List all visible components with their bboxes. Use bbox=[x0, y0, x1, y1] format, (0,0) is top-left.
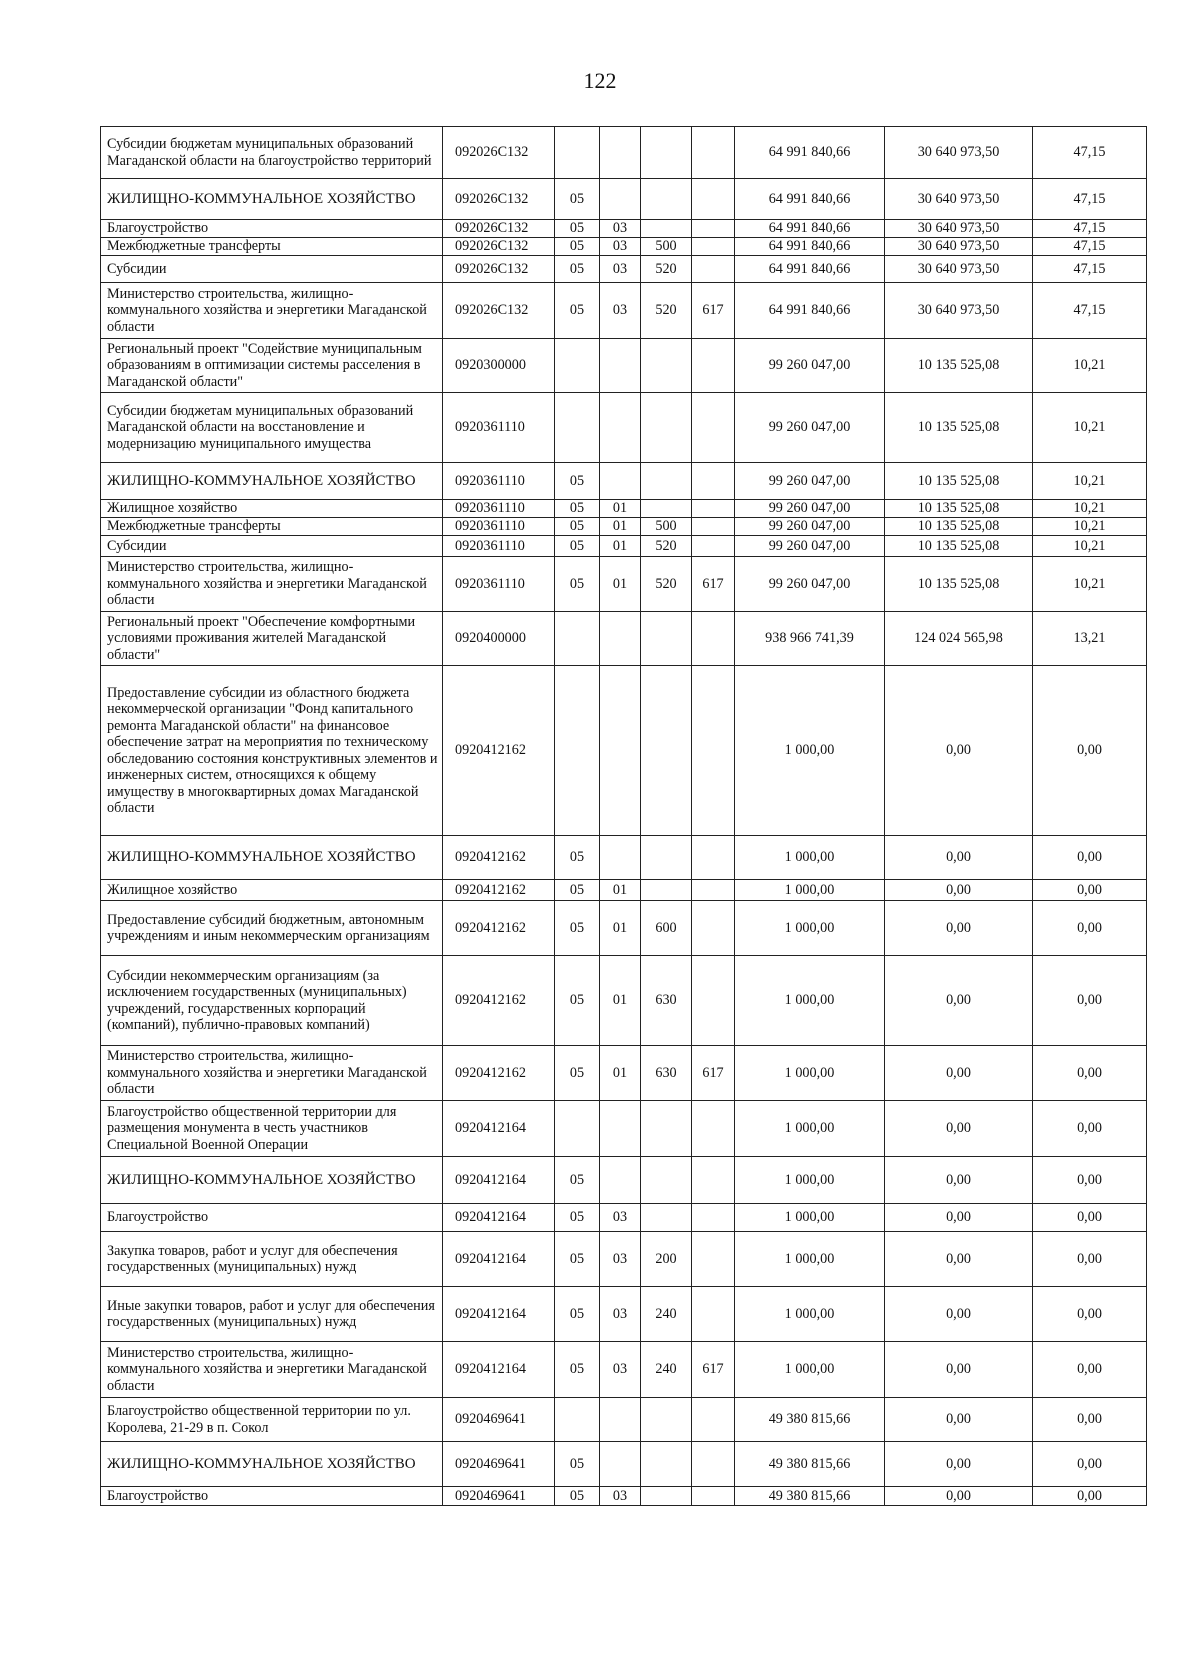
cell-code: 0920412162 bbox=[443, 901, 555, 956]
cell-percent: 0,00 bbox=[1033, 836, 1147, 880]
cell-percent: 47,15 bbox=[1033, 179, 1147, 220]
cell-subsection bbox=[600, 1101, 641, 1157]
cell-planned-amount: 64 991 840,66 bbox=[735, 256, 885, 283]
cell-subsection: 03 bbox=[600, 283, 641, 339]
cell-planned-amount: 64 991 840,66 bbox=[735, 238, 885, 256]
cell-percent: 10,21 bbox=[1033, 557, 1147, 612]
cell-section: 05 bbox=[555, 1157, 600, 1204]
cell-planned-amount: 1 000,00 bbox=[735, 666, 885, 836]
cell-section bbox=[555, 1398, 600, 1442]
cell-percent: 10,21 bbox=[1033, 339, 1147, 393]
cell-planned-amount: 1 000,00 bbox=[735, 1157, 885, 1204]
cell-name: Благоустройство bbox=[101, 1487, 443, 1506]
cell-percent: 0,00 bbox=[1033, 1487, 1147, 1506]
cell-code: 0920300000 bbox=[443, 339, 555, 393]
cell-expense-type bbox=[641, 220, 692, 238]
cell-actual-amount: 0,00 bbox=[885, 666, 1033, 836]
cell-code: 0920361110 bbox=[443, 500, 555, 518]
cell-admin-code: 617 bbox=[692, 283, 735, 339]
cell-subsection: 01 bbox=[600, 1046, 641, 1101]
cell-code: 0920361110 bbox=[443, 393, 555, 463]
table-row bbox=[101, 1398, 1147, 1442]
cell-expense-type: 600 bbox=[641, 901, 692, 956]
cell-actual-amount: 0,00 bbox=[885, 1046, 1033, 1101]
cell-planned-amount: 64 991 840,66 bbox=[735, 179, 885, 220]
cell-expense-type bbox=[641, 836, 692, 880]
table-row bbox=[101, 1342, 1147, 1398]
cell-section: 05 bbox=[555, 1287, 600, 1342]
cell-subsection: 01 bbox=[600, 557, 641, 612]
cell-code: 092026С132 bbox=[443, 220, 555, 238]
cell-code: 0920361110 bbox=[443, 536, 555, 557]
cell-percent: 47,15 bbox=[1033, 283, 1147, 339]
cell-actual-amount: 0,00 bbox=[885, 901, 1033, 956]
cell-planned-amount: 99 260 047,00 bbox=[735, 393, 885, 463]
cell-admin-code bbox=[692, 1287, 735, 1342]
cell-planned-amount: 99 260 047,00 bbox=[735, 463, 885, 500]
cell-percent: 0,00 bbox=[1033, 1232, 1147, 1287]
cell-actual-amount: 10 135 525,08 bbox=[885, 393, 1033, 463]
cell-percent: 47,15 bbox=[1033, 256, 1147, 283]
cell-name: Закупка товаров, работ и услуг для обеспечения государственных (муниципальных) нужд bbox=[101, 1232, 443, 1287]
cell-name: Министерство строительства, жилищно-коммунального хозяйства и энергетики Магаданской области bbox=[101, 1046, 443, 1101]
table-row bbox=[101, 220, 1147, 238]
cell-percent: 0,00 bbox=[1033, 901, 1147, 956]
cell-code: 092026С132 bbox=[443, 127, 555, 179]
cell-admin-code bbox=[692, 1442, 735, 1487]
cell-percent: 47,15 bbox=[1033, 238, 1147, 256]
cell-admin-code bbox=[692, 518, 735, 536]
cell-actual-amount: 10 135 525,08 bbox=[885, 500, 1033, 518]
cell-code: 092026С132 bbox=[443, 179, 555, 220]
cell-section bbox=[555, 666, 600, 836]
cell-name: Субсидии bbox=[101, 536, 443, 557]
cell-code: 092026С132 bbox=[443, 238, 555, 256]
table-row bbox=[101, 500, 1147, 518]
cell-planned-amount: 49 380 815,66 bbox=[735, 1487, 885, 1506]
cell-name: Министерство строительства, жилищно-коммунального хозяйства и энергетики Магаданской области bbox=[101, 557, 443, 612]
cell-admin-code bbox=[692, 238, 735, 256]
cell-actual-amount: 0,00 bbox=[885, 1204, 1033, 1232]
cell-name: Региональный проект "Содействие муниципальным образованиям в оптимизации системы расселения в Магаданской области" bbox=[101, 339, 443, 393]
cell-subsection: 01 bbox=[600, 880, 641, 901]
cell-planned-amount: 1 000,00 bbox=[735, 1046, 885, 1101]
cell-code: 0920412162 bbox=[443, 956, 555, 1046]
cell-expense-type: 520 bbox=[641, 557, 692, 612]
cell-code: 0920361110 bbox=[443, 463, 555, 500]
cell-section: 05 bbox=[555, 1204, 600, 1232]
cell-planned-amount: 64 991 840,66 bbox=[735, 127, 885, 179]
table-row bbox=[101, 179, 1147, 220]
cell-actual-amount: 0,00 bbox=[885, 1487, 1033, 1506]
cell-name: Субсидии bbox=[101, 256, 443, 283]
cell-expense-type bbox=[641, 666, 692, 836]
cell-subsection bbox=[600, 179, 641, 220]
cell-actual-amount: 30 640 973,50 bbox=[885, 127, 1033, 179]
cell-expense-type bbox=[641, 500, 692, 518]
cell-percent: 10,21 bbox=[1033, 536, 1147, 557]
cell-subsection bbox=[600, 1442, 641, 1487]
cell-name: Благоустройство bbox=[101, 1204, 443, 1232]
cell-actual-amount: 10 135 525,08 bbox=[885, 339, 1033, 393]
cell-subsection: 03 bbox=[600, 1342, 641, 1398]
cell-section: 05 bbox=[555, 238, 600, 256]
cell-section: 05 bbox=[555, 283, 600, 339]
cell-section: 05 bbox=[555, 463, 600, 500]
cell-name: ЖИЛИЩНО-КОММУНАЛЬНОЕ ХОЗЯЙСТВО bbox=[101, 1157, 443, 1204]
cell-actual-amount: 30 640 973,50 bbox=[885, 283, 1033, 339]
cell-planned-amount: 938 966 741,39 bbox=[735, 612, 885, 666]
cell-expense-type bbox=[641, 1204, 692, 1232]
cell-section: 05 bbox=[555, 1232, 600, 1287]
cell-expense-type bbox=[641, 179, 692, 220]
cell-name: Межбюджетные трансферты bbox=[101, 238, 443, 256]
cell-planned-amount: 1 000,00 bbox=[735, 956, 885, 1046]
table-row bbox=[101, 956, 1147, 1046]
cell-subsection: 03 bbox=[600, 1287, 641, 1342]
cell-name: ЖИЛИЩНО-КОММУНАЛЬНОЕ ХОЗЯЙСТВО bbox=[101, 836, 443, 880]
table-row bbox=[101, 238, 1147, 256]
cell-code: 0920361110 bbox=[443, 557, 555, 612]
cell-admin-code bbox=[692, 1398, 735, 1442]
cell-section: 05 bbox=[555, 880, 600, 901]
cell-admin-code bbox=[692, 1204, 735, 1232]
cell-planned-amount: 99 260 047,00 bbox=[735, 557, 885, 612]
cell-admin-code bbox=[692, 220, 735, 238]
cell-expense-type: 500 bbox=[641, 518, 692, 536]
cell-percent: 0,00 bbox=[1033, 956, 1147, 1046]
table-row bbox=[101, 1204, 1147, 1232]
cell-code: 0920412162 bbox=[443, 666, 555, 836]
cell-admin-code bbox=[692, 339, 735, 393]
cell-subsection: 01 bbox=[600, 536, 641, 557]
cell-subsection bbox=[600, 339, 641, 393]
cell-subsection: 03 bbox=[600, 1487, 641, 1506]
cell-section: 05 bbox=[555, 220, 600, 238]
cell-code: 0920412164 bbox=[443, 1232, 555, 1287]
cell-name: Субсидии некоммерческим организациям (за исключением государственных (муниципальных) учреждений, государственных корпораций (компаний), публично-правовых компаний) bbox=[101, 956, 443, 1046]
table-row bbox=[101, 901, 1147, 956]
cell-section bbox=[555, 339, 600, 393]
cell-percent: 0,00 bbox=[1033, 1342, 1147, 1398]
cell-admin-code bbox=[692, 1101, 735, 1157]
cell-admin-code bbox=[692, 256, 735, 283]
table-row bbox=[101, 127, 1147, 179]
cell-section bbox=[555, 612, 600, 666]
cell-actual-amount: 0,00 bbox=[885, 956, 1033, 1046]
cell-actual-amount: 30 640 973,50 bbox=[885, 238, 1033, 256]
cell-section: 05 bbox=[555, 901, 600, 956]
cell-section: 05 bbox=[555, 836, 600, 880]
table-row bbox=[101, 557, 1147, 612]
cell-section: 05 bbox=[555, 1046, 600, 1101]
cell-code: 0920412164 bbox=[443, 1204, 555, 1232]
cell-percent: 0,00 bbox=[1033, 666, 1147, 836]
table-row bbox=[101, 463, 1147, 500]
cell-code: 092026С132 bbox=[443, 256, 555, 283]
cell-actual-amount: 0,00 bbox=[885, 1442, 1033, 1487]
cell-actual-amount: 0,00 bbox=[885, 1398, 1033, 1442]
cell-planned-amount: 99 260 047,00 bbox=[735, 500, 885, 518]
table-row bbox=[101, 1487, 1147, 1506]
cell-percent: 0,00 bbox=[1033, 1442, 1147, 1487]
cell-planned-amount: 99 260 047,00 bbox=[735, 339, 885, 393]
cell-name: Предоставление субсидии из областного бюджета некоммерческой организации "Фонд капитального ремонта Магаданской области" на финансовое обеспечение затрат на мероприятия по техническому обследованию состояния конструктивных элементов и инженерных систем, относящихся к общему имуществу в многоквартирных домах Магаданской области bbox=[101, 666, 443, 836]
cell-code: 0920400000 bbox=[443, 612, 555, 666]
cell-planned-amount: 49 380 815,66 bbox=[735, 1442, 885, 1487]
table-row bbox=[101, 666, 1147, 836]
cell-code: 0920412164 bbox=[443, 1101, 555, 1157]
cell-admin-code bbox=[692, 901, 735, 956]
cell-admin-code bbox=[692, 393, 735, 463]
cell-admin-code: 617 bbox=[692, 1342, 735, 1398]
table-row bbox=[101, 393, 1147, 463]
table-row bbox=[101, 1046, 1147, 1101]
cell-expense-type bbox=[641, 1157, 692, 1204]
cell-expense-type: 500 bbox=[641, 238, 692, 256]
cell-actual-amount: 30 640 973,50 bbox=[885, 179, 1033, 220]
cell-admin-code bbox=[692, 956, 735, 1046]
cell-actual-amount: 124 024 565,98 bbox=[885, 612, 1033, 666]
cell-admin-code bbox=[692, 666, 735, 836]
cell-actual-amount: 30 640 973,50 bbox=[885, 256, 1033, 283]
cell-section: 05 bbox=[555, 1342, 600, 1398]
cell-code: 0920361110 bbox=[443, 518, 555, 536]
cell-subsection bbox=[600, 127, 641, 179]
cell-subsection bbox=[600, 666, 641, 836]
cell-expense-type bbox=[641, 1442, 692, 1487]
cell-name: Субсидии бюджетам муниципальных образований Магаданской области на благоустройство территорий bbox=[101, 127, 443, 179]
cell-expense-type: 630 bbox=[641, 956, 692, 1046]
table-row bbox=[101, 1287, 1147, 1342]
cell-section bbox=[555, 127, 600, 179]
cell-percent: 13,21 bbox=[1033, 612, 1147, 666]
cell-name: ЖИЛИЩНО-КОММУНАЛЬНОЕ ХОЗЯЙСТВО bbox=[101, 1442, 443, 1487]
cell-admin-code: 617 bbox=[692, 557, 735, 612]
cell-section bbox=[555, 393, 600, 463]
cell-planned-amount: 1 000,00 bbox=[735, 901, 885, 956]
cell-planned-amount: 1 000,00 bbox=[735, 1342, 885, 1398]
cell-expense-type bbox=[641, 1101, 692, 1157]
cell-actual-amount: 0,00 bbox=[885, 1287, 1033, 1342]
cell-percent: 0,00 bbox=[1033, 880, 1147, 901]
cell-admin-code bbox=[692, 880, 735, 901]
cell-expense-type bbox=[641, 1398, 692, 1442]
cell-actual-amount: 0,00 bbox=[885, 880, 1033, 901]
cell-section: 05 bbox=[555, 256, 600, 283]
cell-percent: 0,00 bbox=[1033, 1101, 1147, 1157]
cell-actual-amount: 10 135 525,08 bbox=[885, 557, 1033, 612]
cell-planned-amount: 1 000,00 bbox=[735, 1204, 885, 1232]
cell-subsection: 03 bbox=[600, 1204, 641, 1232]
table-row bbox=[101, 536, 1147, 557]
cell-section bbox=[555, 1101, 600, 1157]
cell-actual-amount: 10 135 525,08 bbox=[885, 463, 1033, 500]
cell-code: 0920412164 bbox=[443, 1342, 555, 1398]
cell-section: 05 bbox=[555, 956, 600, 1046]
cell-name: Субсидии бюджетам муниципальных образований Магаданской области на восстановление и модернизацию муниципального имущества bbox=[101, 393, 443, 463]
cell-name: Министерство строительства, жилищно-коммунального хозяйства и энергетики Магаданской области bbox=[101, 1342, 443, 1398]
table-row bbox=[101, 1101, 1147, 1157]
page-number: 122 bbox=[583, 68, 617, 93]
cell-name: Благоустройство bbox=[101, 220, 443, 238]
cell-expense-type: 520 bbox=[641, 283, 692, 339]
cell-subsection: 03 bbox=[600, 1232, 641, 1287]
cell-admin-code bbox=[692, 463, 735, 500]
cell-section: 05 bbox=[555, 1487, 600, 1506]
table-row bbox=[101, 612, 1147, 666]
cell-admin-code bbox=[692, 500, 735, 518]
cell-section: 05 bbox=[555, 500, 600, 518]
cell-name: Благоустройство общественной территории для размещения монумента в честь участников Специальной Военной Операции bbox=[101, 1101, 443, 1157]
cell-actual-amount: 10 135 525,08 bbox=[885, 536, 1033, 557]
cell-percent: 47,15 bbox=[1033, 127, 1147, 179]
cell-section: 05 bbox=[555, 536, 600, 557]
budget-table bbox=[100, 126, 1147, 1506]
cell-subsection bbox=[600, 612, 641, 666]
cell-subsection bbox=[600, 1398, 641, 1442]
cell-code: 0920412162 bbox=[443, 1046, 555, 1101]
cell-planned-amount: 1 000,00 bbox=[735, 1101, 885, 1157]
cell-actual-amount: 0,00 bbox=[885, 1232, 1033, 1287]
cell-subsection bbox=[600, 1157, 641, 1204]
cell-planned-amount: 64 991 840,66 bbox=[735, 283, 885, 339]
cell-planned-amount: 1 000,00 bbox=[735, 880, 885, 901]
cell-expense-type bbox=[641, 880, 692, 901]
cell-admin-code: 617 bbox=[692, 1046, 735, 1101]
cell-expense-type bbox=[641, 1487, 692, 1506]
cell-admin-code bbox=[692, 127, 735, 179]
cell-name: Благоустройство общественной территории по ул. Королева, 21-29 в п. Сокол bbox=[101, 1398, 443, 1442]
cell-code: 0920412164 bbox=[443, 1287, 555, 1342]
cell-expense-type bbox=[641, 612, 692, 666]
table-row bbox=[101, 1232, 1147, 1287]
cell-actual-amount: 10 135 525,08 bbox=[885, 518, 1033, 536]
table-row bbox=[101, 880, 1147, 901]
cell-expense-type: 240 bbox=[641, 1342, 692, 1398]
cell-percent: 10,21 bbox=[1033, 393, 1147, 463]
table-row bbox=[101, 1157, 1147, 1204]
table-body bbox=[101, 127, 1147, 1506]
cell-name: Жилищное хозяйство bbox=[101, 880, 443, 901]
cell-expense-type: 240 bbox=[641, 1287, 692, 1342]
cell-subsection bbox=[600, 836, 641, 880]
cell-name: Министерство строительства, жилищно-коммунального хозяйства и энергетики Магаданской области bbox=[101, 283, 443, 339]
cell-planned-amount: 1 000,00 bbox=[735, 1287, 885, 1342]
cell-subsection: 01 bbox=[600, 518, 641, 536]
cell-code: 0920412162 bbox=[443, 836, 555, 880]
cell-code: 0920412162 bbox=[443, 880, 555, 901]
cell-code: 0920469641 bbox=[443, 1398, 555, 1442]
cell-subsection: 01 bbox=[600, 901, 641, 956]
table-row bbox=[101, 256, 1147, 283]
cell-planned-amount: 49 380 815,66 bbox=[735, 1398, 885, 1442]
cell-actual-amount: 0,00 bbox=[885, 1342, 1033, 1398]
cell-code: 0920412164 bbox=[443, 1157, 555, 1204]
table-row bbox=[101, 836, 1147, 880]
cell-subsection bbox=[600, 463, 641, 500]
cell-percent: 0,00 bbox=[1033, 1287, 1147, 1342]
cell-subsection: 01 bbox=[600, 500, 641, 518]
cell-percent: 47,15 bbox=[1033, 220, 1147, 238]
cell-planned-amount: 99 260 047,00 bbox=[735, 518, 885, 536]
cell-percent: 0,00 bbox=[1033, 1046, 1147, 1101]
cell-name: Жилищное хозяйство bbox=[101, 500, 443, 518]
cell-percent: 0,00 bbox=[1033, 1157, 1147, 1204]
cell-expense-type: 520 bbox=[641, 536, 692, 557]
cell-code: 0920469641 bbox=[443, 1442, 555, 1487]
cell-expense-type: 200 bbox=[641, 1232, 692, 1287]
cell-name: Межбюджетные трансферты bbox=[101, 518, 443, 536]
cell-name: ЖИЛИЩНО-КОММУНАЛЬНОЕ ХОЗЯЙСТВО bbox=[101, 463, 443, 500]
cell-planned-amount: 99 260 047,00 bbox=[735, 536, 885, 557]
cell-expense-type: 520 bbox=[641, 256, 692, 283]
cell-name: Иные закупки товаров, работ и услуг для обеспечения государственных (муниципальных) нужд bbox=[101, 1287, 443, 1342]
cell-section: 05 bbox=[555, 557, 600, 612]
cell-code: 092026С132 bbox=[443, 283, 555, 339]
cell-admin-code bbox=[692, 1157, 735, 1204]
cell-name: ЖИЛИЩНО-КОММУНАЛЬНОЕ ХОЗЯЙСТВО bbox=[101, 179, 443, 220]
table-row bbox=[101, 283, 1147, 339]
cell-name: Предоставление субсидий бюджетным, автономным учреждениям и иным некоммерческим организациям bbox=[101, 901, 443, 956]
cell-percent: 10,21 bbox=[1033, 518, 1147, 536]
cell-code: 0920469641 bbox=[443, 1487, 555, 1506]
cell-percent: 10,21 bbox=[1033, 500, 1147, 518]
cell-name: Региональный проект "Обеспечение комфортными условиями проживания жителей Магаданской области" bbox=[101, 612, 443, 666]
cell-expense-type bbox=[641, 393, 692, 463]
cell-section: 05 bbox=[555, 1442, 600, 1487]
cell-admin-code bbox=[692, 1232, 735, 1287]
cell-subsection bbox=[600, 393, 641, 463]
cell-expense-type: 630 bbox=[641, 1046, 692, 1101]
cell-percent: 10,21 bbox=[1033, 463, 1147, 500]
cell-expense-type bbox=[641, 127, 692, 179]
cell-section: 05 bbox=[555, 179, 600, 220]
cell-actual-amount: 0,00 bbox=[885, 1101, 1033, 1157]
cell-actual-amount: 30 640 973,50 bbox=[885, 220, 1033, 238]
cell-admin-code bbox=[692, 836, 735, 880]
table-row bbox=[101, 339, 1147, 393]
cell-planned-amount: 1 000,00 bbox=[735, 1232, 885, 1287]
cell-expense-type bbox=[641, 463, 692, 500]
cell-section: 05 bbox=[555, 518, 600, 536]
cell-planned-amount: 1 000,00 bbox=[735, 836, 885, 880]
cell-admin-code bbox=[692, 612, 735, 666]
table-row bbox=[101, 1442, 1147, 1487]
cell-actual-amount: 0,00 bbox=[885, 836, 1033, 880]
cell-admin-code bbox=[692, 536, 735, 557]
cell-admin-code bbox=[692, 1487, 735, 1506]
cell-percent: 0,00 bbox=[1033, 1204, 1147, 1232]
table-row bbox=[101, 518, 1147, 536]
cell-subsection: 01 bbox=[600, 956, 641, 1046]
cell-percent: 0,00 bbox=[1033, 1398, 1147, 1442]
cell-subsection: 03 bbox=[600, 238, 641, 256]
cell-planned-amount: 64 991 840,66 bbox=[735, 220, 885, 238]
cell-actual-amount: 0,00 bbox=[885, 1157, 1033, 1204]
cell-subsection: 03 bbox=[600, 256, 641, 283]
cell-admin-code bbox=[692, 179, 735, 220]
cell-subsection: 03 bbox=[600, 220, 641, 238]
cell-expense-type bbox=[641, 339, 692, 393]
